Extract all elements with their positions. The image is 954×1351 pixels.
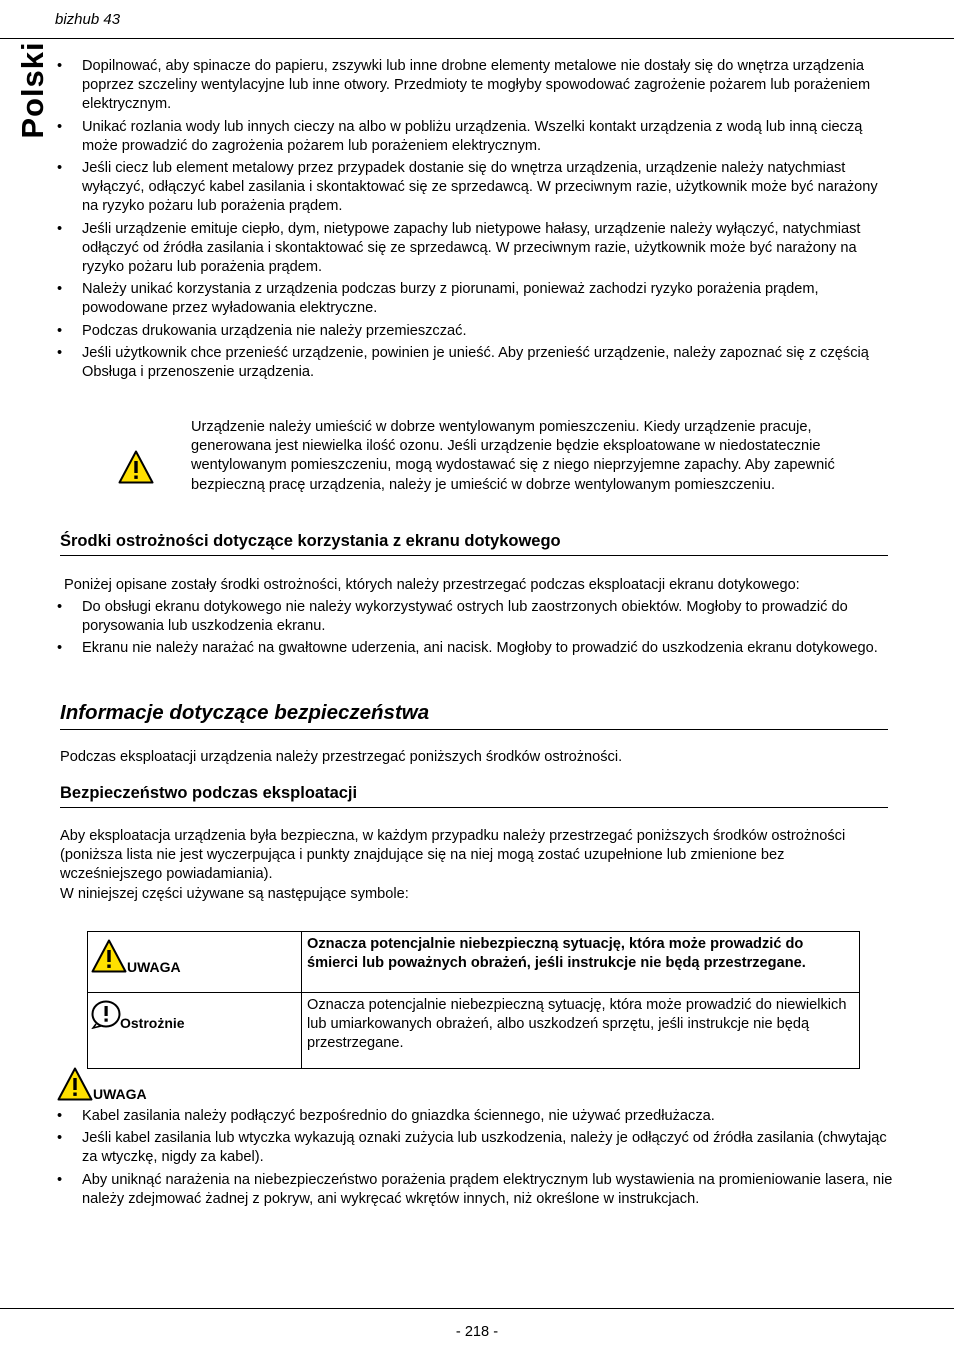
operation-safety-paragraph: Aby eksploatacja urządzenia była bezpieczna, w każdym przypadku należy przestrzegać poniższych środków ostrożności (poniższa lista nie jest wyczerpująca i punkty znajdujące się na niej mogą zostać uzupełnione lub zmienione bez wcześniejszego powiadamiania). [60,828,846,883]
caution-circle-icon [90,999,124,1029]
list-item: • Jeśli użytkownik chce przenieść urządzenie, powinien je unieść. Aby przenieść urządzenie, należy zapoznać się z częścią Obsługa i przenoszenie urządzenia. [55,344,895,382]
symbol-label: UWAGA [127,959,181,975]
list-item: • Aby uniknąć narażenia na niebezpieczeństwo porażenia prądem elektrycznym lub wystawienia na promieniowanie lasera, nie należy zdejmować żadnej z pokryw, ani wykręcać wkrętów innych, niż określone w instrukcjach. [55,1171,895,1209]
warning-triangle-icon [118,450,154,484]
safety-info-heading: Informacje dotyczące bezpieczeństwa [60,700,888,730]
ozone-notice-text: Urządzenie należy umieścić w dobrze wentylowanym pomieszczeniu. Kiedy urządzenie pracuje, generowana jest niewielka ilość ozonu. Jeśli urządzenie będzie eksploatowane w niedostatecznie wentylowanym pomieszczeniu, mogą wydostawać się z niego nieprzyjemne zapachy. Aby zapewnić bezpieczną pracę urządzenia, należy je umieścić w dobrze wentylowanym pomieszczeniu. [191,419,835,493]
list-item: • Kabel zasilania należy podłączyć bezpośrednio do gniazdka ściennego, nie używać przedłużacza. [55,1107,895,1126]
list-item: • Jeśli urządzenie emituje ciepło, dym, nietypowe zapachy lub nietypowe hałasy, urządzenie należy wyłączyć, natychmiast odłączyć od źródła zasilania i skontaktować się ze sprzedawcą. W przeciwnym razie, użytkownik może być narażony na ryzyko pożaru lub porażenia prądem. [55,220,895,278]
bullet-list-top [55,57,895,385]
symbol-description: Oznacza potencjalnie niebezpieczną sytuację, która może prowadzić do śmierci lub poważnych obrażeń, jeśli instrukcje nie będą przestrzegane. [302,932,860,993]
list-item: • Jeśli ciecz lub element metalowy przez przypadek dostanie się do wnętrza urządzenia, urządzenie należy natychmiast wyłączyć, odłączyć kabel zasilania i skontaktować się ze sprzedawcą. W przeciwnym razie, użytkownik może być narażony na ryzyko pożaru lub porażenia prądem. [55,159,895,217]
safety-info-intro: Podczas eksploatacji urządzenia należy przestrzegać poniższych środków ostrożności. [60,749,623,765]
list-item: • Należy unikać korzystania z urządzenia podczas burzy z piorunami, ponieważ zachodzi ryzyko porażenia prądem, powodowane przez wyładowania elektryczne. [55,280,895,318]
list-item: • Jeśli kabel zasilania lub wtyczka wykazują oznaki zużycia lub uszkodzenia, należy je odłączyć od źródła zasilania (chwytając za wtyczkę, nigdy za kabel). [55,1129,895,1167]
language-side-label: Polski [15,41,50,139]
footer-rule [0,1308,954,1309]
table-row [88,993,860,1069]
list-item: • Do obsługi ekranu dotykowego nie należy wykorzystywać ostrych lub zaostrzonych obiektów. Mogłoby to prowadzić do porysowania lub uszkodzenia ekranu. [55,598,895,636]
symbol-label: Ostrożnie [120,1015,185,1031]
warning-triangle-icon [91,939,127,973]
list-item: • Unikać rozlania wody lub innych cieczy na albo w pobliżu urządzenia. Wszelki kontakt urządzenia z wodą lub inną cieczą może prowadzić do zagrożenia pożarem lub porażeniem elektrycznym. [55,118,895,156]
symbol-description: Oznacza potencjalnie niebezpieczną sytuację, która może prowadzić do niewielkich lub umiarkowanych obrażeń, albo uszkodzeń sprzętu, jeśli instrukcje nie będą przestrzegane. [302,993,860,1069]
symbols-intro: W niniejszej części używane są następujące symbole: [60,886,409,902]
list-item: • Dopilnować, aby spinacze do papieru, zszywki lub inne drobne elementy metalowe nie dostały się do wnętrza urządzenia poprzez szczeliny wentylacyjne lub inne otwory. Przedmioty te mogłyby spowodować zagrożenie pożarem lub porażeniem elektrycznym. [55,57,895,115]
header-title: bizhub 43 [55,11,121,28]
symbols-table [87,931,860,1069]
warning-label: UWAGA [93,1086,147,1102]
operation-safety-heading: Bezpieczeństwo podczas eksploatacji [60,784,888,808]
touchscreen-bullet-list [55,598,895,662]
warning-bullet-list [55,1107,895,1212]
table-row [88,932,860,993]
touchscreen-heading: Środki ostrożności dotyczące korzystania z ekranu dotykowego [60,532,888,556]
list-item: • Ekranu nie należy narażać na gwałtowne uderzenia, ani nacisk. Mogłoby to prowadzić do uszkodzenia ekranu dotykowego. [55,639,895,658]
page-number: - 218 - [455,1324,499,1340]
header-rule [0,38,954,39]
list-item: • Podczas drukowania urządzenia nie należy przemieszczać. [55,322,895,341]
warning-triangle-icon [57,1067,93,1101]
symbol-cell [88,993,302,1069]
symbol-cell [88,932,302,993]
touchscreen-intro: Poniżej opisane zostały środki ostrożności, których należy przestrzegać podczas eksploatacji ekranu dotykowego: [64,577,800,593]
